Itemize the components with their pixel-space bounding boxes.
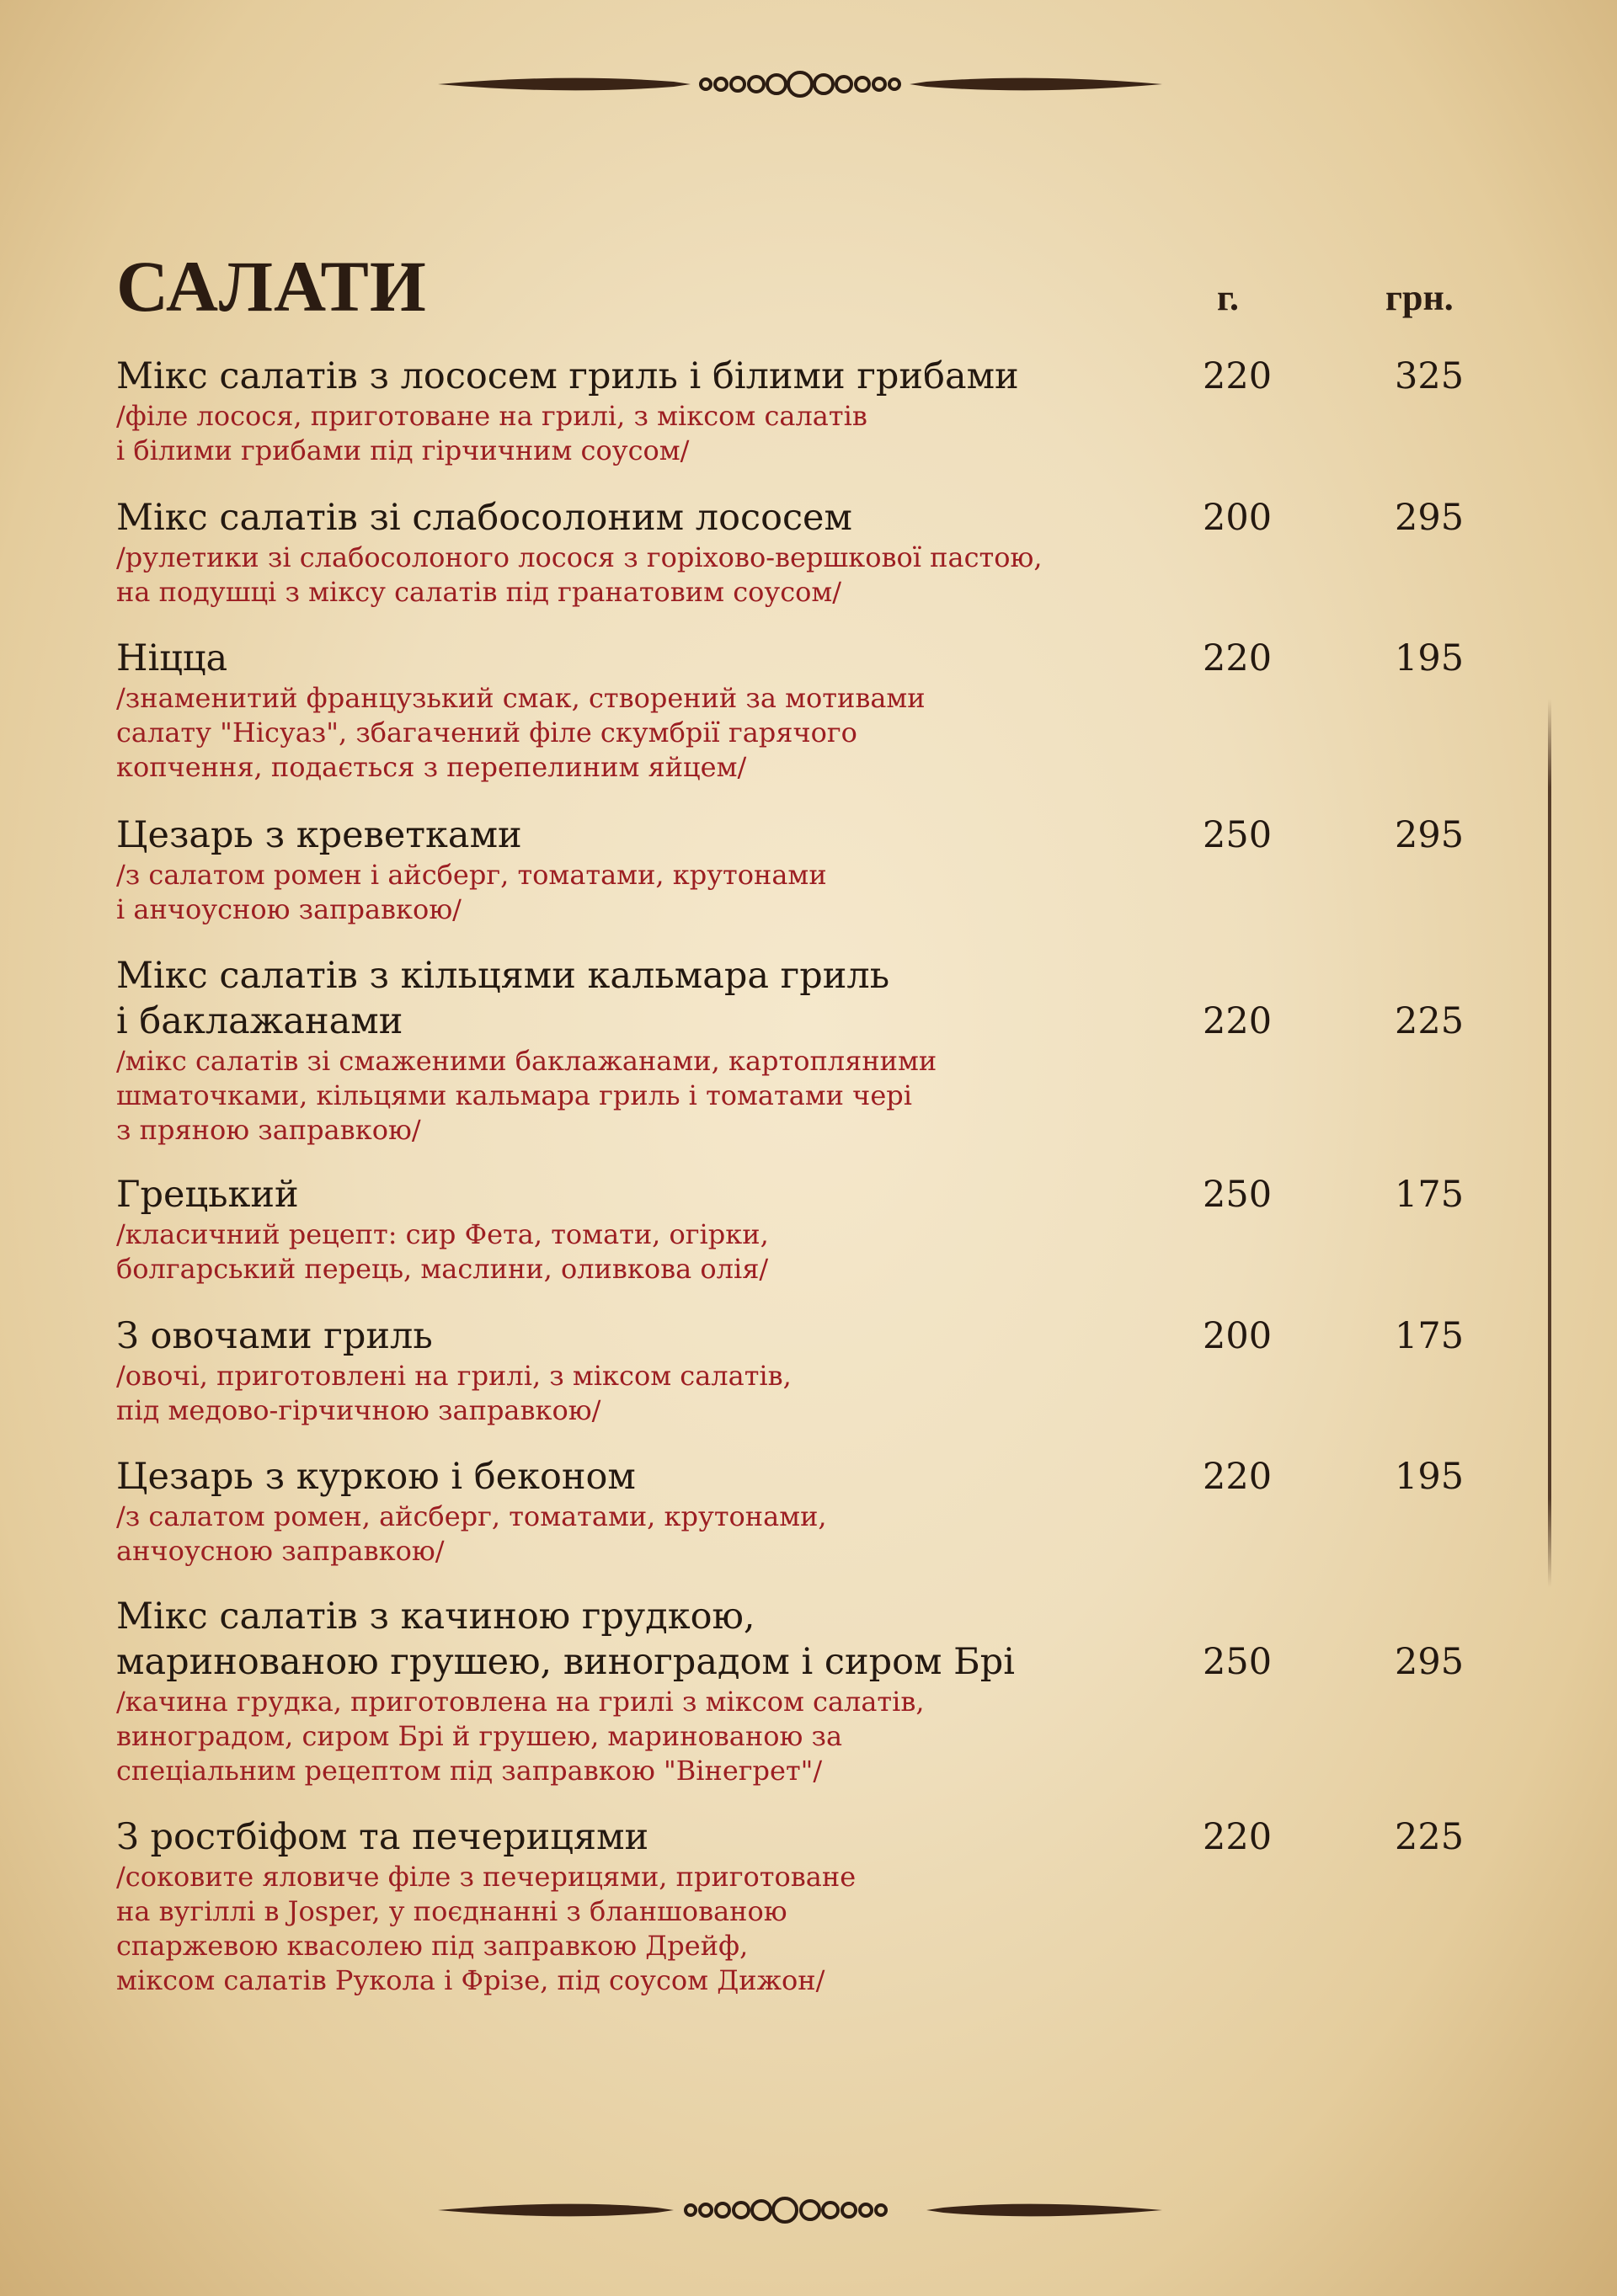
item-price: 195 bbox=[1395, 1456, 1465, 1498]
item-price: 295 bbox=[1395, 814, 1465, 856]
menu-item bbox=[116, 1454, 1481, 1569]
item-price: 175 bbox=[1395, 1315, 1465, 1357]
price-column-header: грн. bbox=[1385, 277, 1454, 318]
decorative-edge-line bbox=[1548, 699, 1551, 1587]
menu-item bbox=[116, 812, 1481, 927]
item-name: Грецький bbox=[116, 1174, 299, 1216]
item-price: 225 bbox=[1395, 1000, 1465, 1042]
item-weight: 220 bbox=[1203, 355, 1273, 397]
item-price: 325 bbox=[1395, 355, 1465, 397]
menu-item bbox=[116, 354, 1481, 468]
item-name: Мікс салатів зі слабосолоним лососем bbox=[116, 497, 852, 539]
menu-item bbox=[116, 953, 1481, 1148]
menu-item bbox=[116, 1313, 1481, 1428]
menu-item bbox=[116, 636, 1481, 785]
item-description: /качина грудка, приготовлена на грилі з міксом салатів, виноградом, сиром Брі й грушею, маринованою за спеціальним рецептом під заправкою "Вінегрет"/ bbox=[116, 1686, 925, 1787]
top-ornament bbox=[438, 63, 1162, 105]
item-price: 225 bbox=[1395, 1816, 1465, 1858]
menu-item bbox=[116, 1594, 1481, 1788]
item-price: 195 bbox=[1395, 637, 1465, 679]
item-description: /знаменитий французький смак, створений за мотивами салату "Нісуаз", збагачений філе скумбрії гарячого копчення, подається з перепелиним яйцем/ bbox=[116, 682, 926, 783]
item-description: /мікс салатів зі смаженими баклажанами, картопляними шматочками, кільцями кальмара гриль і томатами чері з пряною заправкою/ bbox=[116, 1045, 937, 1146]
item-description: /класичний рецепт: сир Фета, томати, огірки, болгарський перець, маслини, оливкова олія/ bbox=[116, 1218, 769, 1285]
menu-item bbox=[116, 495, 1481, 610]
item-weight: 200 bbox=[1203, 1315, 1273, 1357]
item-price: 175 bbox=[1395, 1174, 1465, 1216]
item-weight: 250 bbox=[1203, 1641, 1273, 1683]
item-name: Мікс салатів з качиною грудкою, маринованою грушею, виноградом і сиром Брі bbox=[116, 1595, 1016, 1683]
page-title: САЛАТИ bbox=[116, 246, 427, 327]
item-name: Цезарь з куркою і беконом bbox=[116, 1456, 636, 1498]
item-description: /овочі, приготовлені на грилі, з міксом салатів, під медово-гірчичною заправкою/ bbox=[116, 1360, 792, 1426]
item-description: /з салатом ромен, айсберг, томатами, крутонами, анчоусною заправкою/ bbox=[116, 1500, 827, 1567]
weight-column-header: г. bbox=[1217, 277, 1240, 318]
item-weight: 250 bbox=[1203, 1174, 1273, 1216]
item-description: /з салатом ромен і айсберг, томатами, крутонами і анчоусною заправкою/ bbox=[116, 859, 827, 925]
item-name: Мікс салатів з кільцями кальмара гриль і баклажанами bbox=[116, 955, 890, 1042]
item-description: /соковите яловиче філе з печерицями, приготоване на вугіллі в Josper, у поєднанні з бланшованою спаржевою квасолею під заправкою Дрейф, міксом салатів Рукола і Фрізе, під соусом Дижон/ bbox=[116, 1861, 857, 1996]
item-name: З ростбіфом та печерицями bbox=[116, 1816, 649, 1858]
bottom-ornament bbox=[438, 2189, 1162, 2231]
item-weight: 220 bbox=[1203, 1816, 1273, 1858]
item-name: З овочами гриль bbox=[116, 1315, 433, 1357]
item-name: Ніцца bbox=[116, 637, 228, 679]
item-description: /філе лосося, приготоване на грилі, з міксом салатів і білими грибами під гірчичним соусом/ bbox=[116, 400, 867, 466]
item-weight: 220 bbox=[1203, 637, 1273, 679]
item-weight: 250 bbox=[1203, 814, 1273, 856]
item-price: 295 bbox=[1395, 497, 1465, 539]
item-weight: 220 bbox=[1203, 1456, 1273, 1498]
item-weight: 220 bbox=[1203, 1000, 1273, 1042]
item-name: Мікс салатів з лососем гриль і білими грибами bbox=[116, 355, 1019, 397]
menu-item bbox=[116, 1814, 1481, 1998]
item-weight: 200 bbox=[1203, 497, 1273, 539]
item-price: 295 bbox=[1395, 1641, 1465, 1683]
item-name: Цезарь з креветками bbox=[116, 814, 522, 856]
menu-item bbox=[116, 1172, 1481, 1287]
item-description: /рулетики зі слабосолоного лосося з горіхово-вершкової пастою, на подушці з міксу салатів під гранатовим соусом/ bbox=[116, 541, 1043, 608]
